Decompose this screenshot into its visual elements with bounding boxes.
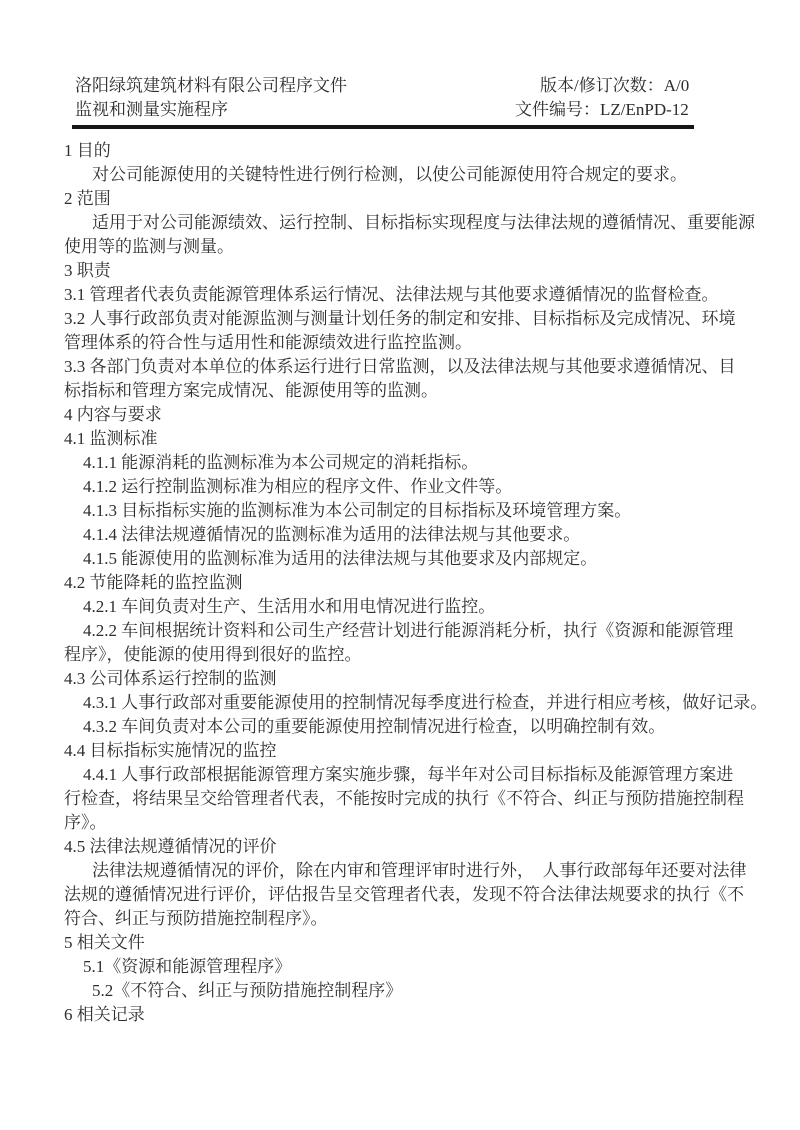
text-line: 使用等的监测与测量。: [64, 237, 234, 256]
text-line: 4.2.1 车间负责对生产、生活用水和用电情况进行监控。: [83, 597, 496, 616]
text-line: 6 相关记录: [64, 1005, 145, 1024]
text-line: 符合、纠正与预防措施控制程序》。: [64, 909, 328, 928]
text-line: 3.2 人事行政部负责对能源监测与测量计划任务的制定和安排、目标指标及完成情况、环境: [64, 309, 736, 328]
text-line: 管理体系的符合性与适用性和能源绩效进行监控监测。: [64, 333, 472, 352]
text-line: 法律法规遵循情况的评价，除在内审和管理评审时进行外， 人事行政部每年还要对法律: [92, 861, 747, 880]
header-divider: [72, 125, 694, 129]
text-line: 4.3 公司体系运行控制的监测: [64, 669, 277, 688]
text-line: 4.1 监测标准: [64, 429, 158, 448]
document-body: [64, 139, 768, 1027]
header-version-label: 版本/修订次数：A/0: [540, 76, 690, 95]
text-line: 4.1.3 目标指标实施的监测标准为本公司制定的目标指标及环境管理方案。: [83, 501, 632, 520]
text-line: 程序》，使能源的使用得到很好的监控。: [64, 645, 362, 664]
text-line: 标指标和管理方案完成情况、能源使用等的监测。: [64, 381, 438, 400]
text-line: 3.1 管理者代表负责能源管理体系运行情况、法律法规与其他要求遵循情况的监督检查。: [64, 285, 719, 304]
text-line: 4.2 节能降耗的监控监测: [64, 573, 243, 592]
text-line: 5 相关文件: [64, 933, 145, 952]
header-doc-number-label: 文件编号：LZ/EnPD-12: [515, 100, 689, 119]
text-line: 序》。: [64, 813, 107, 832]
text-line: 3.3 各部门负责对本单位的体系运行进行日常监测，以及法律法规与其他要求遵循情况、目: [64, 357, 736, 376]
text-line: 1 目的: [64, 141, 111, 160]
text-line: 4.4.1 人事行政部根据能源管理方案实施步骤，每半年对公司目标指标及能源管理方案进: [83, 765, 734, 784]
text-line: 5.1《资源和能源管理程序》: [83, 957, 292, 976]
text-line: 4 内容与要求: [64, 405, 162, 424]
text-line: 对公司能源使用的关键特性进行例行检测，以使公司能源使用符合规定的要求。: [92, 165, 687, 184]
text-line: 4.1.4 法律法规遵循情况的监测标准为适用的法律法规与其他要求。: [83, 525, 581, 544]
text-line: 2 范围: [64, 189, 111, 208]
header-company-title: 洛阳绿筑建筑材料有限公司程序文件: [75, 76, 347, 95]
text-line: 4.3.2 车间负责对本公司的重要能源使用控制情况进行检查，以明确控制有效。: [83, 717, 666, 736]
text-line: 4.3.1 人事行政部对重要能源使用的控制情况每季度进行检查，并进行相应考核，做好记录。: [83, 693, 768, 712]
text-line: 5.2《不符合、纠正与预防措施控制程序》: [92, 981, 403, 1000]
text-line: 4.1.2 运行控制监测标准为相应的程序文件、作业文件等。: [83, 477, 513, 496]
text-line: 4.2.2 车间根据统计资料和公司生产经营计划进行能源消耗分析，执行《资源和能源管理: [83, 621, 734, 640]
header-procedure-title: 监视和测量实施程序: [75, 100, 228, 119]
text-line: 4.1.1 能源消耗的监测标准为本公司规定的消耗指标。: [83, 453, 479, 472]
text-line: 4.1.5 能源使用的监测标准为适用的法律法规与其他要求及内部规定。: [83, 549, 598, 568]
text-line: 适用于对公司能源绩效、运行控制、目标指标实现程度与法律法规的遵循情况、重要能源: [92, 213, 755, 232]
text-line: 4.4 目标指标实施情况的监控: [64, 741, 277, 760]
text-line: 4.5 法律法规遵循情况的评价: [64, 837, 277, 856]
text-line: 3 职责: [64, 261, 111, 280]
text-line: 法规的遵循情况进行评价，评估报告呈交管理者代表，发现不符合法律法规要求的执行《不: [64, 885, 744, 904]
text-line: 行检查，将结果呈交给管理者代表，不能按时完成的执行《不符合、纠正与预防措施控制程: [64, 789, 744, 808]
